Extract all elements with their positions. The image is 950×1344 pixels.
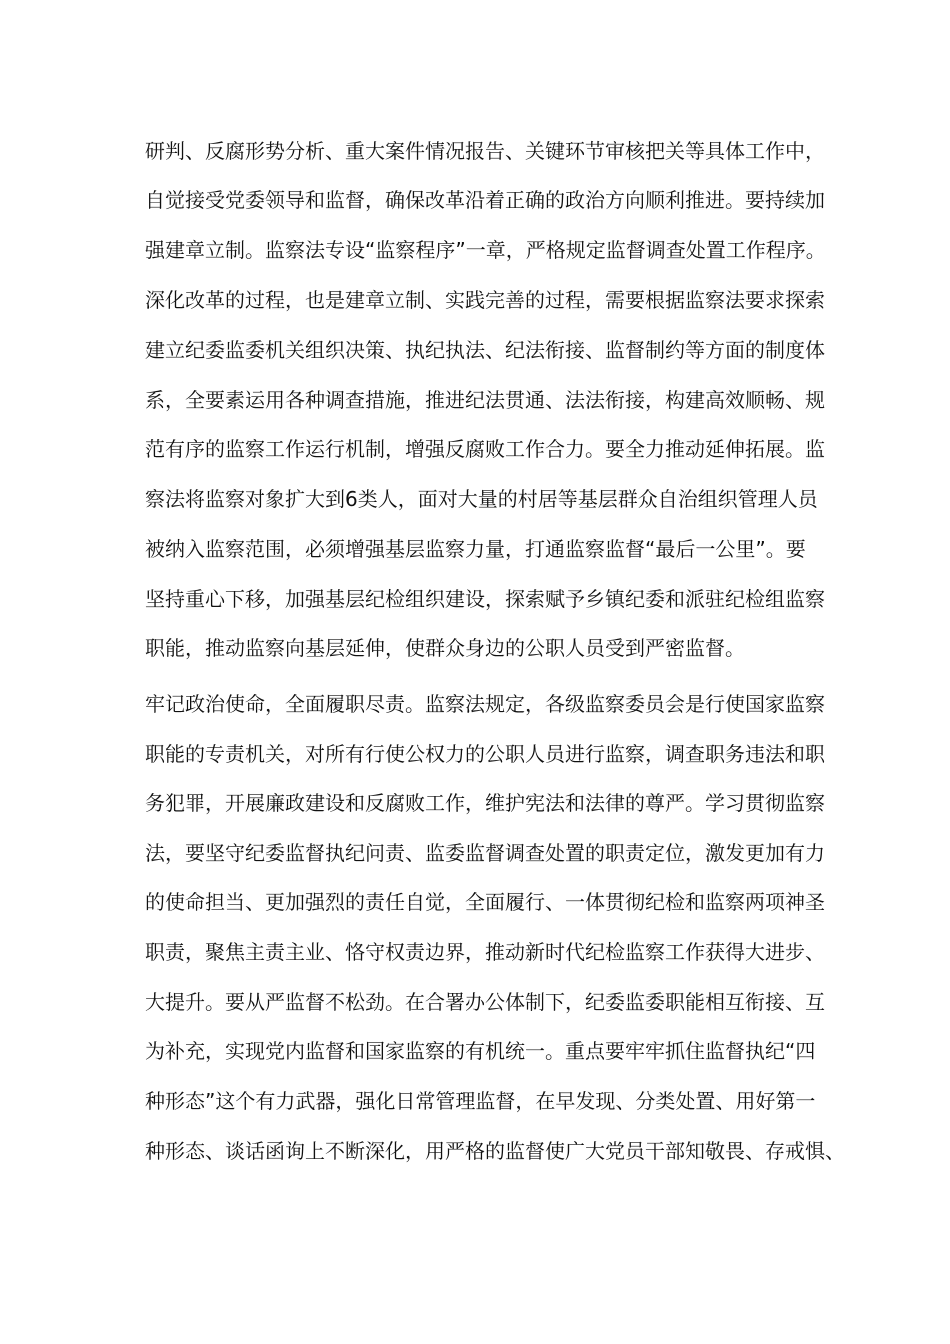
text-line: 研判、反腐形势分析、重大案件情况报告、关键环节审核把关等具体工作中， [145,139,825,163]
text-line: 系，全要素运用各种调查措施，推进纪法贯通、法法衔接，构建高效顺畅、规 [145,388,825,412]
text-line: 强建章立制。监察法专设“监察程序”一章，严格规定监督调查处置工作程序。 [145,238,826,262]
text-line: 种形态、谈话函询上不断深化，用严格的监督使广大党员干部知敬畏、存戒惧、 [145,1139,845,1163]
text-line: 察法将监察对象扩大到6类人，面对大量的村居等基层群众自治组织管理人员 [145,487,818,511]
text-line: 种形态”这个有力武器，强化日常管理监督，在早发现、分类处置、用好第一 [145,1089,816,1113]
text-line: 范有序的监察工作运行机制，增强反腐败工作合力。要全力推动延伸拓展。监 [145,437,825,461]
text-line: 牢记政治使命，全面履职尽责。监察法规定，各级监察委员会是行使国家监察 [145,692,825,716]
text-line: 务犯罪，开展廉政建设和反腐败工作，维护宪法和法律的尊严。学习贯彻监察 [145,791,825,815]
text-line: 为补充，实现党内监督和国家监察的有机统一。重点要牢牢抓住监督执纪“四 [145,1039,816,1063]
text-line: 大提升。要从严监督不松劲。在合署办公体制下，纪委监委职能相互衔接、互 [145,990,825,1014]
text-line: 被纳入监察范围，必须增强基层监察力量，打通监察监督“最后一公里”。要 [145,537,806,561]
text-line: 职责，聚焦主责主业、恪守权责边界，推动新时代纪检监察工作获得大进步、 [145,940,825,964]
text-line: 坚持重心下移，加强基层纪检组织建设，探索赋予乡镇纪委和派驻纪检组监察 [145,587,825,611]
text-line: 法，要坚守纪委监督执纪问责、监委监督调查处置的职责定位，激发更加有力 [145,841,825,865]
text-line: 职能的专责机关，对所有行使公权力的公职人员进行监察，调查职务违法和职 [145,742,825,766]
text-line: 深化改革的过程，也是建章立制、实践完善的过程，需要根据监察法要求探索 [145,288,825,312]
text-line: 自觉接受党委领导和监督，确保改革沿着正确的政治方向顺利推进。要持续加 [145,188,825,212]
text-line: 职能，推动监察向基层延伸，使群众身边的公职人员受到严密监督。 [145,636,745,660]
text-line: 的使命担当、更加强烈的责任自觉，全面履行、一体贯彻纪检和监察两项神圣 [145,890,825,914]
text-line: 建立纪委监委机关组织决策、执纪执法、纪法衔接、监督制约等方面的制度体 [145,338,825,362]
